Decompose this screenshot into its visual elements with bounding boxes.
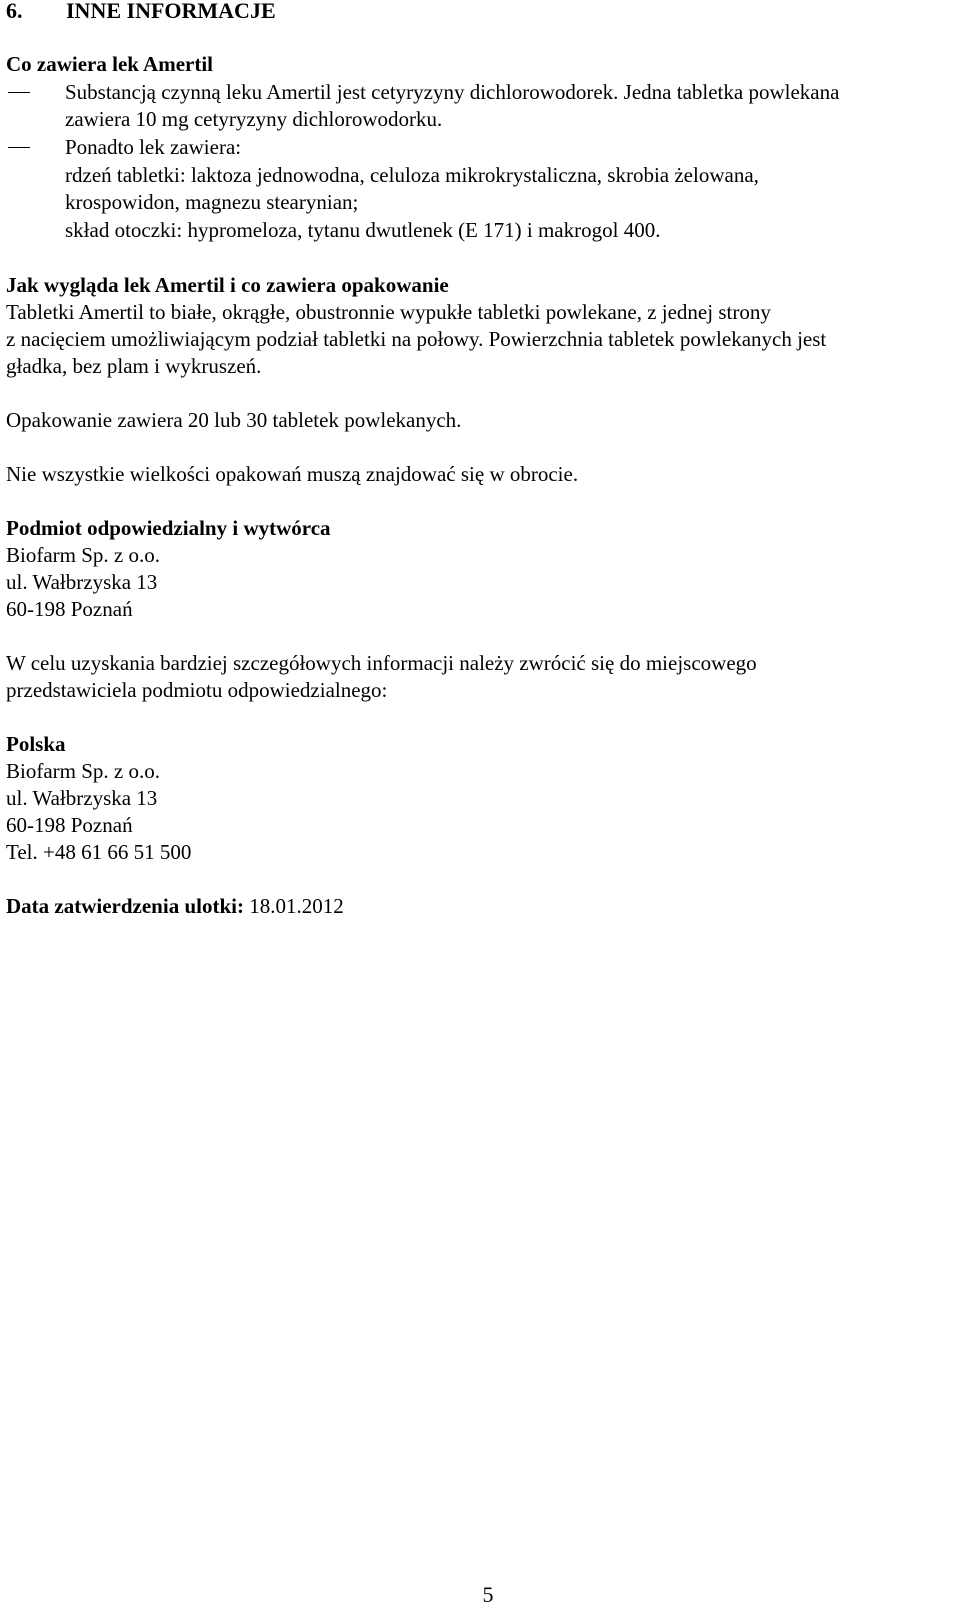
approval-label: Data zatwierdzenia ulotki:	[6, 894, 244, 918]
composition-item2-line3: krospowidon, magnezu stearynian;	[65, 190, 359, 214]
composition-item2-line2: rdzeń tabletki: laktoza jednowodna, celuloza mikrokrystaliczna, skrobia żelowana,	[65, 163, 759, 187]
manufacturer-street: ul. Wałbrzyska 13	[6, 570, 158, 594]
composition-item1-line1: Substancją czynną leku Amertil jest cetyryzyny dichlorowodorek. Jedna tabletka powlekana	[65, 80, 840, 104]
composition-item2-line4: skład otoczki: hypromeloza, tytanu dwutlenek (E 171) i makrogol 400.	[65, 218, 661, 242]
contact-line1: W celu uzyskania bardziej szczegółowych informacji należy zwrócić się do miejscowego	[6, 651, 757, 675]
appearance-line3: gładka, bez plam i wykruszeń.	[6, 354, 262, 378]
manufacturer-name: Biofarm Sp. z o.o.	[6, 543, 160, 567]
manufacturer-heading: Podmiot odpowiedzialny i wytwórca	[6, 516, 331, 540]
appearance-heading: Jak wygląda lek Amertil i co zawiera opakowanie	[6, 273, 449, 297]
package-info: Opakowanie zawiera 20 lub 30 tabletek powlekanych.	[6, 408, 462, 432]
appearance-line2: z nacięciem umożliwiającym podział tabletki na połowy. Powierzchnia tabletek powlekanych jest	[6, 327, 827, 351]
section-number: 6.	[6, 0, 23, 23]
composition-item2-line1: Ponadto lek zawiera:	[65, 135, 242, 159]
representative-country: Polska	[6, 732, 66, 756]
dash-bullet-2	[8, 147, 30, 148]
page-number: 5	[482, 1582, 494, 1607]
approval-date-line	[6, 893, 344, 919]
appearance-line1: Tabletki Amertil to białe, okrągłe, obustronnie wypukłe tabletki powlekane, z jednej strony	[6, 300, 771, 324]
composition-item1-line2: zawiera 10 mg cetyryzyny dichlorowodorku.	[65, 107, 443, 131]
dash-bullet-1	[8, 92, 30, 93]
representative-name: Biofarm Sp. z o.o.	[6, 759, 160, 783]
representative-street: ul. Wałbrzyska 13	[6, 786, 158, 810]
section-title: INNE INFORMACJE	[66, 0, 276, 23]
approval-date: 18.01.2012	[249, 894, 344, 918]
section-heading	[6, 0, 276, 24]
package-note: Nie wszystkie wielkości opakowań muszą znajdować się w obrocie.	[6, 462, 579, 486]
composition-heading: Co zawiera lek Amertil	[6, 52, 214, 76]
representative-phone: Tel. +48 61 66 51 500	[6, 840, 192, 864]
representative-city: 60-198 Poznań	[6, 813, 133, 837]
contact-line2: przedstawiciela podmiotu odpowiedzialnego:	[6, 678, 388, 702]
manufacturer-city: 60-198 Poznań	[6, 597, 133, 621]
